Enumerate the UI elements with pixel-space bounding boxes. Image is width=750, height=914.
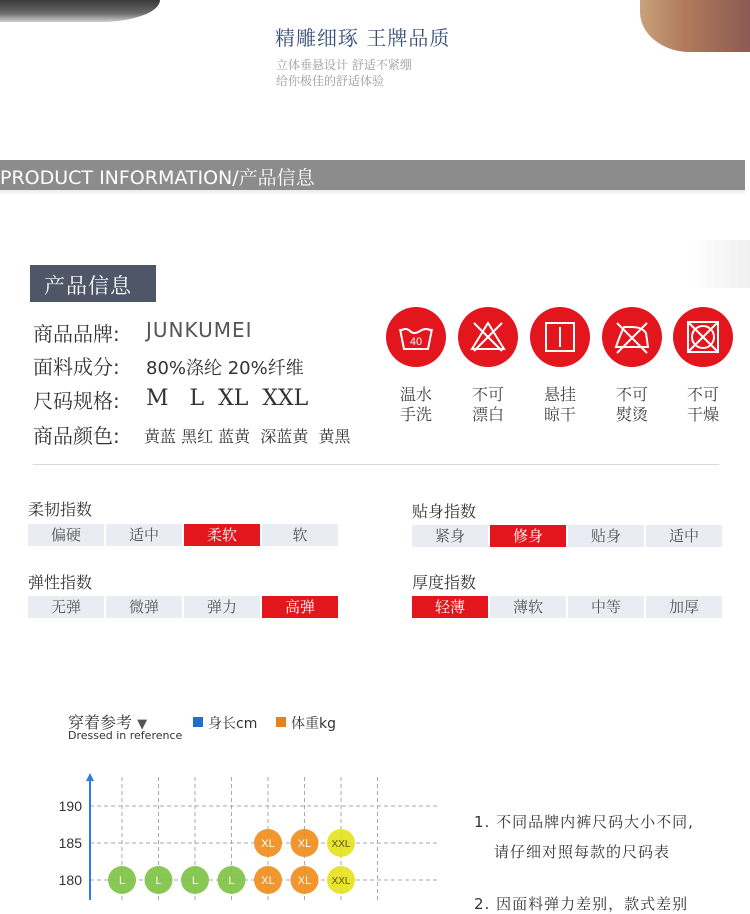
- fit-option: 贴身: [568, 525, 644, 547]
- divider: [33, 464, 719, 465]
- size-value: M L XL XXL: [146, 386, 309, 411]
- color-value: 黄蓝 黑红 蓝黄 深蓝黄 黄黑: [144, 427, 351, 446]
- elasticity-option: 弹力: [184, 596, 260, 618]
- size-point-label: L: [118, 875, 126, 887]
- care-label-line1: 温水: [399, 385, 432, 404]
- care-label-dry: [673, 385, 733, 425]
- size-point-label: XXL: [331, 876, 351, 887]
- care-label-line2: 熨烫: [615, 405, 648, 424]
- size-point-xl: [291, 829, 319, 857]
- elasticity-index-title: 弹性指数: [28, 573, 93, 592]
- softness-index-title: 柔韧指数: [28, 500, 93, 519]
- care-label-line1: 不可: [471, 385, 504, 404]
- color-label: 商品颜色:: [33, 424, 120, 448]
- size-point-label: L: [191, 875, 199, 887]
- size-point-l: [145, 866, 173, 894]
- hero-product-photo-right: [640, 0, 750, 52]
- hero-subtitle-1: 立体垂悬设计 舒适不紧绷: [276, 58, 412, 72]
- y-tick-label: 185: [58, 835, 82, 851]
- wash-temperature-badge: 40: [409, 336, 423, 348]
- care-label-line1: 悬挂: [543, 385, 576, 404]
- care-label-line1: 不可: [615, 385, 648, 404]
- care-label-line2: 手洗: [399, 405, 432, 424]
- brand-label: 商品品牌:: [33, 322, 120, 346]
- size-point-l: [108, 866, 136, 894]
- fit-option: 修身: [490, 525, 566, 547]
- thickness-option: 轻薄: [412, 596, 488, 618]
- size-point-label: XL: [297, 875, 312, 887]
- hero-product-photo-left: [0, 0, 160, 22]
- y-tick-label: 180: [58, 872, 82, 888]
- size-point-xxl: [327, 829, 355, 857]
- wash-40-icon: [386, 307, 446, 367]
- fit-option: 适中: [646, 525, 722, 547]
- brand-value: JUNKUMEI: [146, 318, 253, 342]
- no-bleach-icon: [458, 307, 518, 367]
- care-label-bleach: [458, 385, 518, 425]
- decorative-fade: [690, 240, 750, 288]
- care-label-hang: [530, 385, 590, 425]
- care-label-wash: [386, 385, 446, 425]
- legend-weight-swatch: [276, 717, 286, 727]
- size-chart-title-text: 穿着参考: [68, 713, 133, 732]
- size-note-2: 2. 因面料弹力差别，款式差别: [474, 895, 689, 913]
- softness-option: 软: [262, 524, 338, 546]
- size-point-xxl: [327, 866, 355, 894]
- fit-index-title: 贴身指数: [412, 502, 477, 521]
- fit-option: 紧身: [412, 525, 488, 547]
- legend-weight-label: 体重kg: [291, 716, 336, 732]
- softness-option: 柔软: [184, 524, 260, 546]
- size-label: 尺码规格:: [33, 389, 120, 413]
- size-point-label: XL: [297, 838, 312, 850]
- no-tumble-dry-icon: [673, 307, 733, 367]
- y-axis-arrow-icon: [86, 773, 94, 781]
- size-point-l: [181, 866, 209, 894]
- size-point-label: XL: [261, 838, 275, 850]
- thickness-option: 薄软: [490, 596, 566, 618]
- legend-height-label: 身长cm: [208, 716, 258, 732]
- elasticity-option: 高弹: [262, 596, 338, 618]
- material-label: 面料成分:: [33, 355, 120, 379]
- size-point-label: XL: [261, 875, 275, 887]
- size-chart-subtitle: Dressed in reference: [68, 729, 183, 742]
- size-reference-chart: [40, 765, 450, 900]
- section-header-shadow: [0, 190, 745, 196]
- product-info-title: 产品信息: [44, 274, 132, 298]
- legend-height-swatch: [193, 717, 203, 727]
- size-point-xl: [291, 866, 319, 894]
- elasticity-option: 无弹: [28, 596, 104, 618]
- hero-title: 精雕细琢 王牌品质: [275, 26, 451, 50]
- size-point-xl: [254, 866, 282, 894]
- size-point-label: XXL: [331, 839, 351, 850]
- thickness-index-title: 厚度指数: [412, 573, 477, 592]
- hero-subtitle-2: 给你极佳的舒适体验: [276, 74, 385, 88]
- elasticity-option: 微弹: [106, 596, 182, 618]
- care-label-iron: [602, 385, 662, 425]
- material-value: 80%涤纶 20%纤维: [146, 358, 304, 379]
- size-point-label: L: [155, 875, 162, 887]
- size-note-1: 1. 不同品牌内裤尺码大小不同,: [474, 813, 694, 831]
- size-point-l: [218, 866, 246, 894]
- care-label-line2: 漂白: [471, 405, 504, 424]
- size-note-1-cont: 请仔细对照每款的尺码表: [494, 843, 671, 861]
- care-label-line1: 不可: [686, 385, 719, 404]
- size-point-xl: [254, 829, 282, 857]
- care-label-line2: 晾干: [543, 405, 576, 424]
- softness-option: 适中: [106, 524, 182, 546]
- thickness-option: 中等: [568, 596, 644, 618]
- hang-dry-icon: [530, 307, 590, 367]
- care-label-line2: 干燥: [686, 405, 719, 424]
- chevron-down-icon: ▼: [137, 717, 148, 732]
- softness-option: 偏硬: [28, 524, 104, 546]
- size-point-label: L: [228, 875, 235, 887]
- y-tick-label: 190: [58, 798, 82, 814]
- no-iron-icon: [602, 307, 662, 367]
- thickness-option: 加厚: [646, 596, 722, 618]
- section-header-title: PRODUCT INFORMATION/产品信息: [0, 167, 315, 189]
